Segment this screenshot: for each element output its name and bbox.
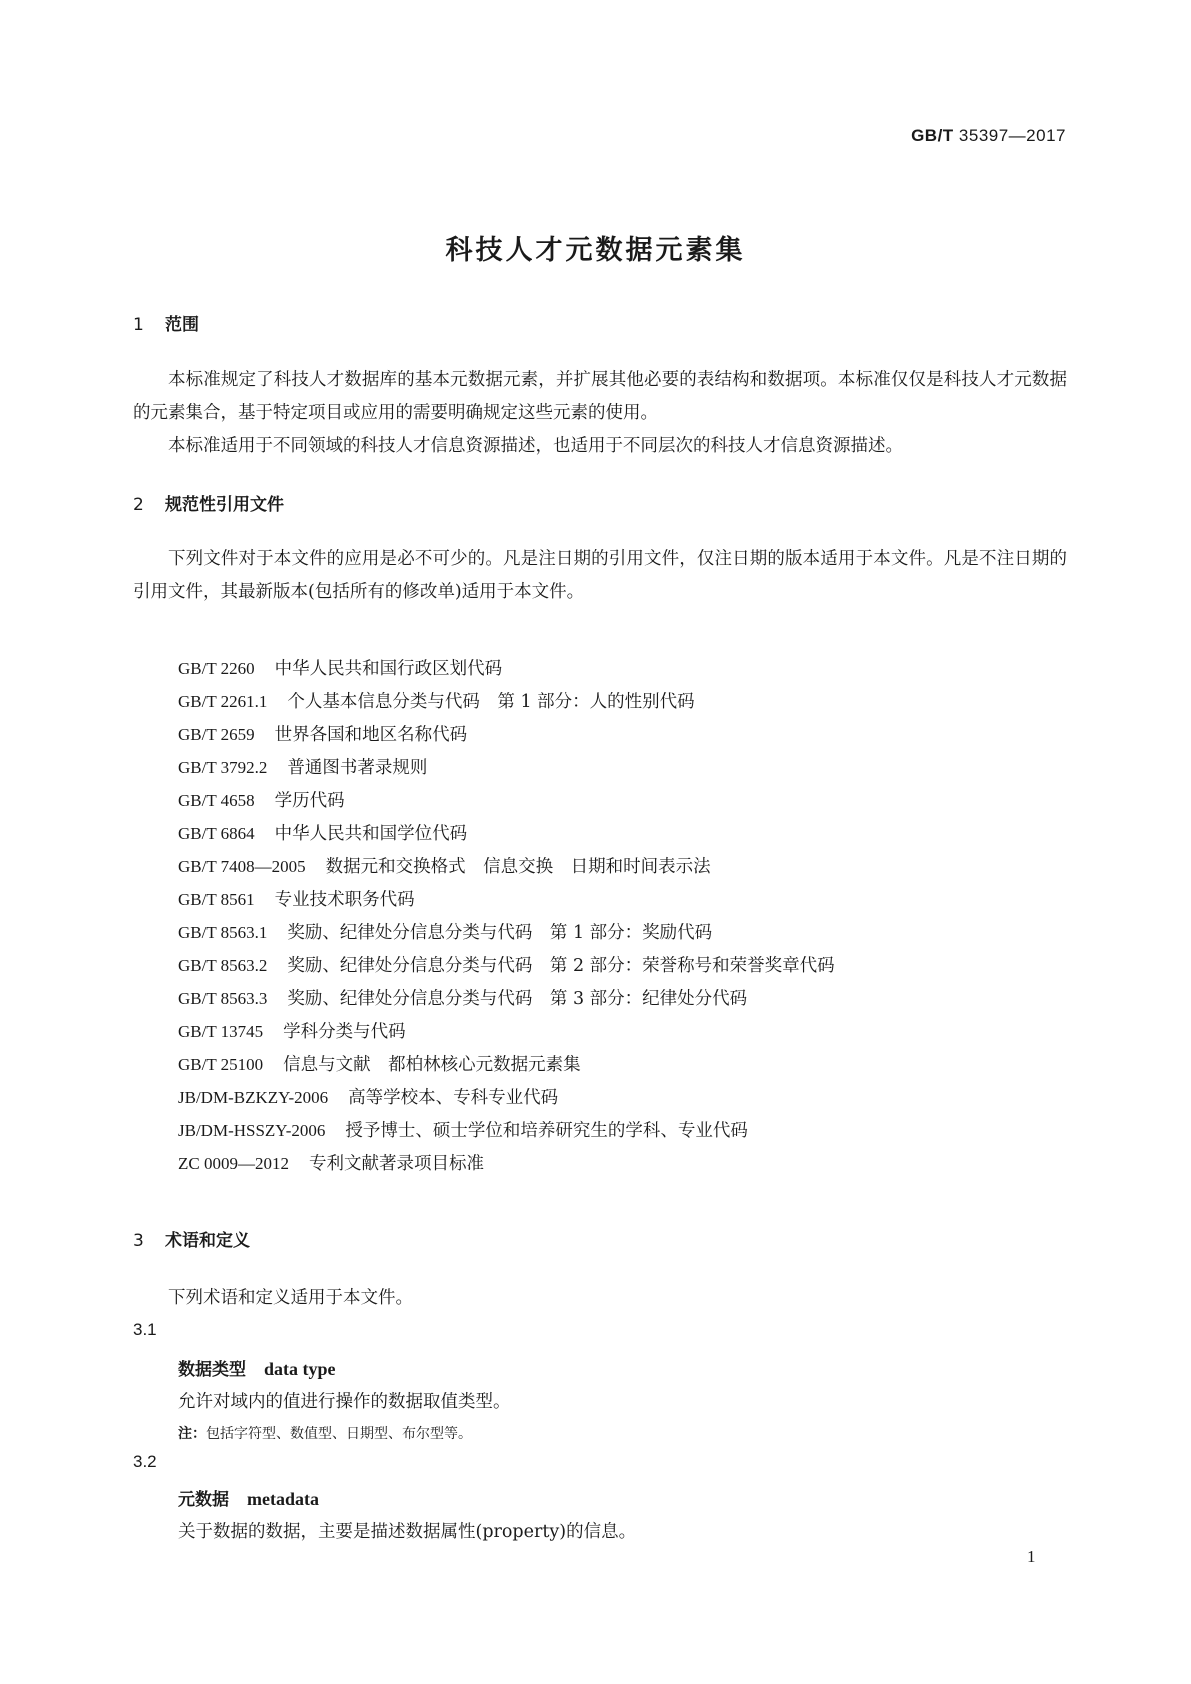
- reference-code: GB/T 8561: [178, 890, 255, 909]
- standard-code: 35397—2017: [958, 126, 1066, 145]
- term-1-name-zh: 数据类型: [178, 1360, 246, 1380]
- note-label: 注：: [178, 1426, 206, 1442]
- term-1-name: [178, 1355, 336, 1380]
- reference-item: [178, 1147, 835, 1180]
- page-number: 1: [1027, 1547, 1036, 1566]
- reference-item: [178, 949, 835, 982]
- reference-title: 授予博士、硕士学位和培养研究生的学科、专业代码: [345, 1121, 748, 1141]
- reference-code: ZC 0009—2012: [178, 1154, 289, 1173]
- reference-title: 奖励、纪律处分信息分类与代码 第 2 部分：荣誉称号和荣誉奖章代码: [287, 956, 835, 976]
- reference-code: GB/T 25100: [178, 1055, 264, 1074]
- reference-code: GB/T 8563.2: [178, 956, 268, 975]
- reference-title: 世界各国和地区名称代码: [274, 725, 468, 745]
- section-1-paragraph-1: 本标准规定了科技人才数据库的基本元数据元素，并扩展其他必要的表结构和数据项。本标准仅仅是科技人才元数据的元素集合，基于特定项目或应用的需要明确规定这些元素的使用。: [133, 370, 1067, 423]
- reference-code: JB/DM-BZKZY-2006: [178, 1088, 329, 1107]
- reference-title: 奖励、纪律处分信息分类与代码 第 1 部分：奖励代码: [287, 923, 713, 943]
- section-1-title: 范围: [165, 315, 199, 335]
- reference-code: GB/T 8563.1: [178, 923, 268, 942]
- reference-title: 学历代码: [274, 791, 345, 811]
- reference-item: [178, 652, 835, 685]
- document-title: 科技人才元数据元素集: [445, 235, 746, 266]
- section-2-title: 规范性引用文件: [165, 495, 284, 515]
- reference-title: 中华人民共和国行政区划代码: [274, 659, 503, 679]
- reference-title: 数据元和交换格式 信息交换 日期和时间表示法: [325, 857, 711, 877]
- reference-item: [178, 751, 835, 784]
- term-1-definition: 允许对域内的值进行操作的数据取值类型。: [178, 1392, 511, 1412]
- term-1-note: [178, 1423, 472, 1443]
- standard-number: [911, 126, 1066, 146]
- term-2-name: [178, 1485, 319, 1510]
- reference-item: [178, 883, 835, 916]
- term-1-name-en: data type: [264, 1359, 336, 1379]
- reference-title: 奖励、纪律处分信息分类与代码 第 3 部分：纪律处分代码: [287, 989, 748, 1009]
- term-2-name-zh: 元数据: [178, 1490, 229, 1510]
- reference-code: GB/T 3792.2: [178, 758, 268, 777]
- reference-title: 专业技术职务代码: [274, 890, 415, 910]
- reference-item: [178, 685, 835, 718]
- reference-code: GB/T 8563.3: [178, 989, 268, 1008]
- reference-code: GB/T 7408—2005: [178, 857, 306, 876]
- reference-code: JB/DM-HSSZY-2006: [178, 1121, 326, 1140]
- section-2-number: 2: [133, 495, 144, 515]
- section-1-number: 1: [133, 315, 144, 335]
- reference-code: GB/T 6864: [178, 824, 255, 843]
- reference-code: GB/T 2659: [178, 725, 255, 744]
- reference-code: GB/T 13745: [178, 1022, 264, 1041]
- reference-item: [178, 784, 835, 817]
- reference-item: [178, 1048, 835, 1081]
- section-3-number: 3: [133, 1231, 144, 1251]
- reference-code: GB/T 2260: [178, 659, 255, 678]
- term-1-number: 3.1: [133, 1320, 157, 1339]
- section-3-heading: [133, 1226, 250, 1251]
- reference-code: GB/T 4658: [178, 791, 255, 810]
- section-3-intro: 下列术语和定义适用于本文件。: [168, 1288, 413, 1308]
- term-2-name-en: metadata: [247, 1489, 319, 1509]
- term-2-number: 3.2: [133, 1452, 157, 1471]
- section-2-heading: [133, 490, 284, 515]
- reference-title: 信息与文献 都柏林核心元数据元素集: [283, 1055, 581, 1075]
- reference-item: [178, 916, 835, 949]
- standard-prefix: GB/T: [911, 126, 954, 145]
- reference-item: [178, 718, 835, 751]
- note-text: 包括字符型、数值型、日期型、布尔型等。: [206, 1426, 472, 1442]
- reference-item: [178, 982, 835, 1015]
- reference-item: [178, 1015, 835, 1048]
- reference-item: [178, 1114, 835, 1147]
- reference-code: GB/T 2261.1: [178, 692, 268, 711]
- reference-title: 学科分类与代码: [283, 1022, 406, 1042]
- reference-title: 个人基本信息分类与代码 第 1 部分：人的性别代码: [287, 692, 695, 712]
- section-2-intro: 下列文件对于本文件的应用是必不可少的。凡是注日期的引用文件，仅注日期的版本适用于本文件。凡是不注日期的引用文件，其最新版本(包括所有的修改单)适用于本文件。: [133, 549, 1067, 602]
- section-1-paragraph-2: 本标准适用于不同领域的科技人才信息资源描述，也适用于不同层次的科技人才信息资源描述。: [168, 436, 903, 456]
- reference-title: 普通图书著录规则: [287, 758, 428, 778]
- reference-title: 专利文献著录项目标准: [308, 1154, 484, 1174]
- section-3-title: 术语和定义: [165, 1231, 250, 1251]
- reference-item: [178, 817, 835, 850]
- section-1-heading: [133, 310, 199, 335]
- reference-item: [178, 850, 835, 883]
- reference-title: 中华人民共和国学位代码: [274, 824, 468, 844]
- term-2-definition: 关于数据的数据，主要是描述数据属性(property)的信息。: [178, 1522, 637, 1542]
- reference-title: 高等学校本、专科专业代码: [348, 1088, 559, 1108]
- reference-item: [178, 1081, 835, 1114]
- normative-reference-list: [178, 652, 835, 1180]
